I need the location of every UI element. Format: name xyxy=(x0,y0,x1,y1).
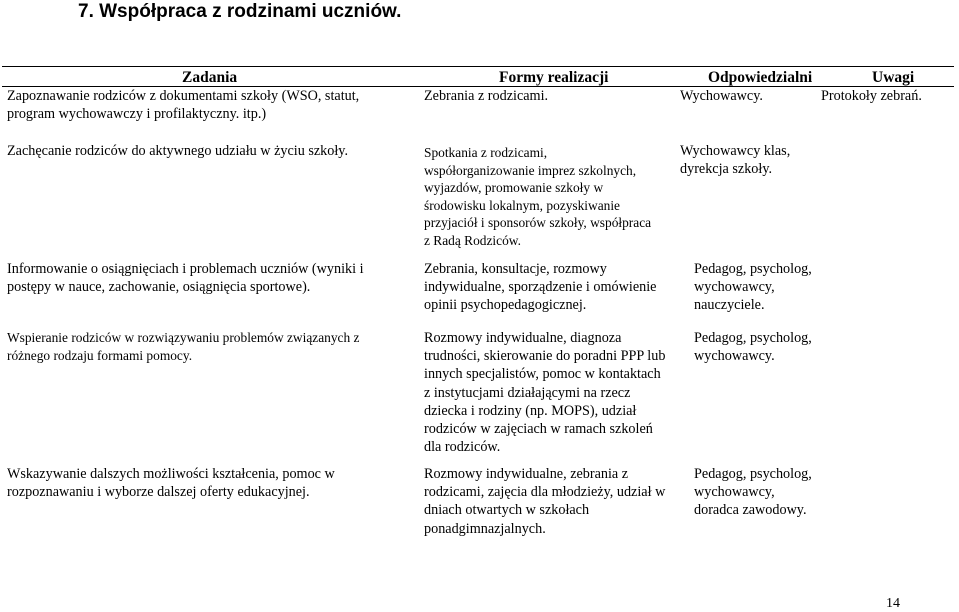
row3-responsible-line: Pedagog, psycholog, xyxy=(694,261,812,277)
row1-task-line: program wychowawczy i profilaktyczny. itp.) xyxy=(7,106,267,123)
row4-forms-line: dziecka i rodziny (np. MOPS), udział xyxy=(424,402,637,419)
row2-forms-line: przyjaciół i sponsorów szkoły, współpraca xyxy=(424,215,652,230)
row5-responsible xyxy=(694,465,812,520)
row5-forms xyxy=(424,465,665,538)
row4-responsible-line: Pedagog, psycholog, xyxy=(694,330,812,346)
row5-task-line: Wskazywanie dalszych możliwości kształcenia, pomoc w xyxy=(7,466,335,482)
row4-responsible xyxy=(694,329,812,365)
row4-task xyxy=(7,329,359,364)
row4-responsible-line: wychowawcy. xyxy=(694,348,775,365)
row3-task-line: postępy w nauce, zachowanie, osiągnięcia sportowe). xyxy=(7,279,311,296)
row2-responsible-line: dyrekcja szkoły. xyxy=(680,161,773,178)
table-top-border xyxy=(2,66,954,67)
row2-task: Zachęcanie rodziców do aktywnego udziału w życiu szkoły. xyxy=(7,143,349,159)
row5-forms-line: rodzicami, zajęcia dla młodzieży, udział w xyxy=(424,484,666,501)
row2-forms-line: Spotkania z rodzicami, xyxy=(424,145,548,160)
row5-responsible-line: doradca zawodowy. xyxy=(694,502,807,519)
page-number: 14 xyxy=(886,596,900,611)
row2-forms-line: współorganizowanie imprez szkolnych, xyxy=(424,162,637,178)
row1-notes: Protokoły zebrań. xyxy=(821,88,922,104)
row2-responsible-line: Wychowawcy klas, xyxy=(680,143,791,159)
row3-forms-line: indywidualne, sporządzenie i omówienie xyxy=(424,279,657,296)
row3-forms-line: Zebrania, konsultacje, rozmowy xyxy=(424,261,607,277)
row4-forms xyxy=(424,329,665,456)
row4-forms-line: rodziców w zajęciach w ramach szkoleń xyxy=(424,421,653,438)
row4-forms-line: trudności, skierowanie do poradni PPP lub xyxy=(424,348,666,365)
row4-forms-line: Rozmowy indywidualne, diagnoza xyxy=(424,330,622,346)
row3-forms-line: opinii psychopedagogicznej. xyxy=(424,297,587,314)
row3-task-line: Informowanie o osiągnięciach i problemach uczniów (wyniki i xyxy=(7,261,364,277)
header-tasks: Zadania xyxy=(182,69,238,86)
row4-forms-line: innych specjalistów, pomoc w kontaktach xyxy=(424,366,661,383)
row5-forms-line: ponadgimnazjalnych. xyxy=(424,520,546,537)
row3-responsible-line: wychowawcy, xyxy=(694,279,775,296)
row3-task xyxy=(7,260,364,296)
row3-forms xyxy=(424,260,656,315)
row1-task-line: Zapoznawanie rodziców z dokumentami szkoły (WSO, statut, xyxy=(7,88,360,104)
header-responsible: Odpowiedzialni xyxy=(708,69,813,86)
row2-forms-line: z Radą Rodziców. xyxy=(424,232,521,248)
row1-forms: Zebrania z rodzicami. xyxy=(424,88,549,104)
row4-task-line: różnego rodzaju formami pomocy. xyxy=(7,347,193,363)
row5-responsible-line: wychowawcy, xyxy=(694,484,775,501)
row4-task-line: Wspieranie rodziców w rozwiązywaniu problemów związanych z xyxy=(7,330,360,345)
header-notes: Uwagi xyxy=(872,69,915,86)
row2-responsible xyxy=(680,142,790,178)
row2-forms-line: środowisku lokalnym, pozyskiwanie xyxy=(424,197,621,213)
row5-forms-line: dniach otwartych w szkołach xyxy=(424,502,590,519)
row5-responsible-line: Pedagog, psycholog, xyxy=(694,466,812,482)
row5-task-line: rozpoznawaniu i wyborze dalszej oferty edukacyjnej. xyxy=(7,484,310,501)
row1-responsible: Wychowawcy. xyxy=(680,88,763,104)
section-heading: 7. Współpraca z rodzinami uczniów. xyxy=(78,1,402,22)
row4-forms-line: dla rodziców. xyxy=(424,439,501,456)
row2-forms xyxy=(424,144,651,249)
row3-responsible-line: nauczyciele. xyxy=(694,297,765,314)
row3-responsible xyxy=(694,260,812,315)
row5-forms-line: Rozmowy indywidualne, zebrania z xyxy=(424,466,629,482)
row2-forms-line: wyjazdów, promowanie szkoły w xyxy=(424,180,604,195)
row4-forms-line: z instytucjami działającymi na rzecz xyxy=(424,384,631,401)
row5-task xyxy=(7,465,335,501)
row1-task xyxy=(7,87,359,123)
header-forms: Formy realizacji xyxy=(499,69,609,86)
